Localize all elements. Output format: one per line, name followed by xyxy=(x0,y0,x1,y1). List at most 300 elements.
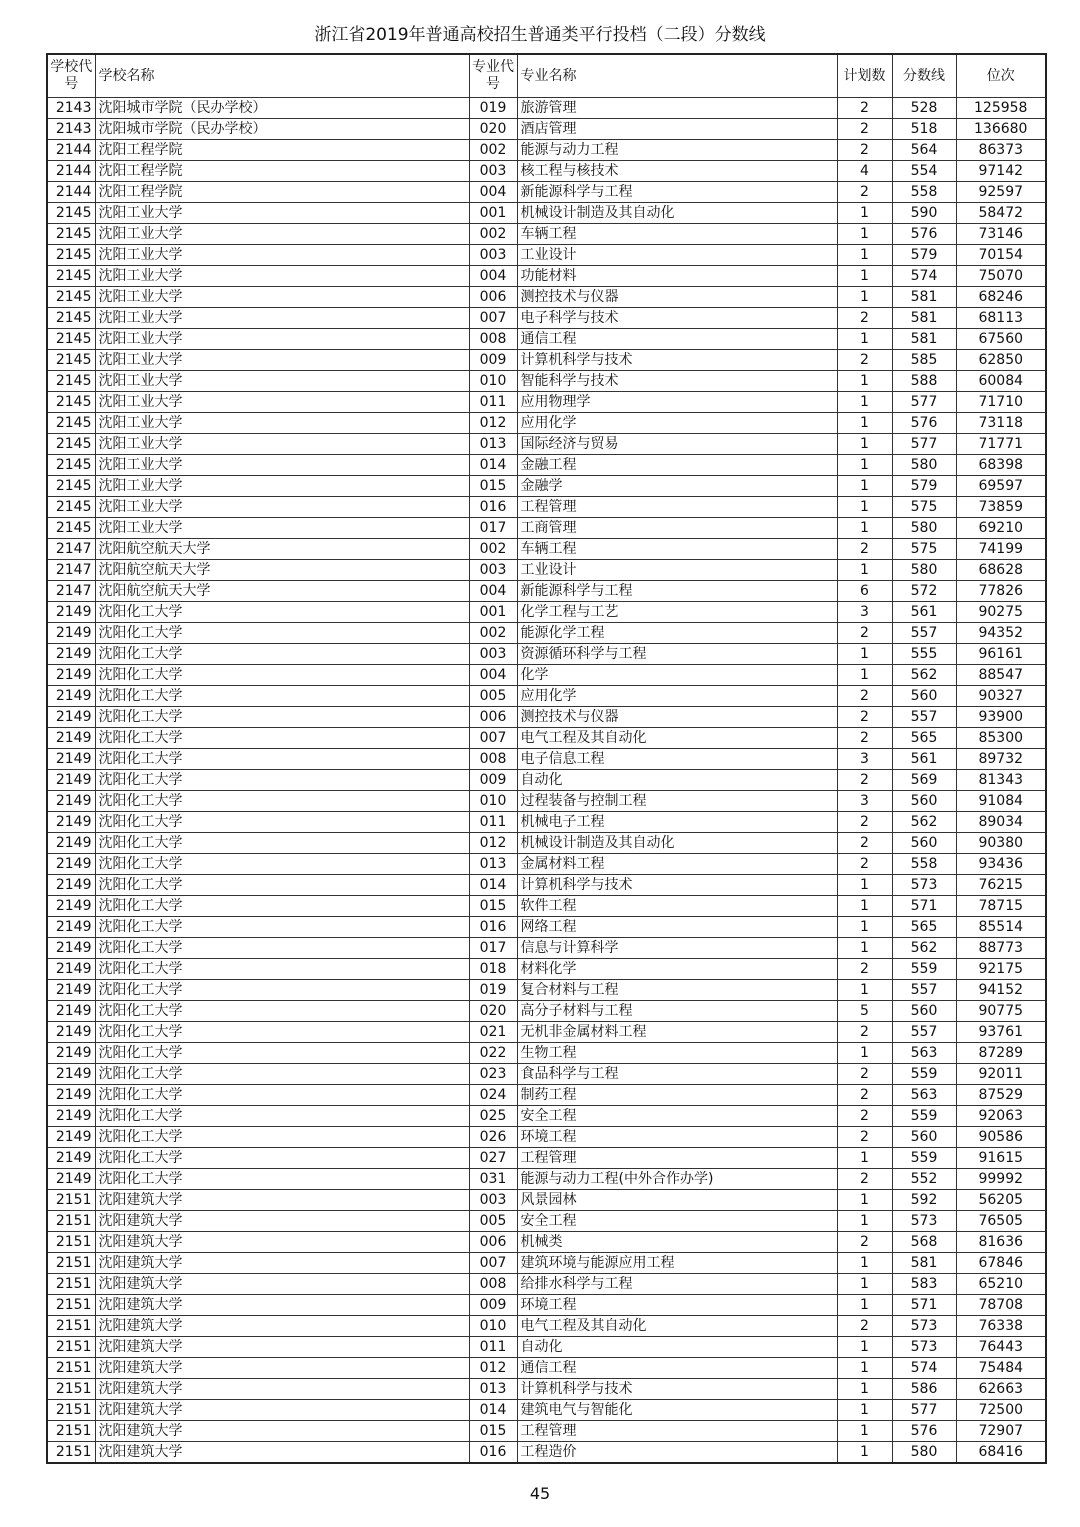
score-cell: 579 xyxy=(892,245,956,266)
school-code-cell: 2149 xyxy=(47,1085,95,1106)
major-name-cell: 机械设计制造及其自动化 xyxy=(517,203,837,224)
school-code-cell: 2149 xyxy=(47,707,95,728)
table-row xyxy=(47,98,1046,119)
major-name-cell: 工商管理 xyxy=(517,518,837,539)
score-cell: 563 xyxy=(892,1085,956,1106)
table-row xyxy=(47,560,1046,581)
score-cell: 571 xyxy=(892,1295,956,1316)
school-name-cell: 沈阳化工大学 xyxy=(95,917,469,938)
major-name-cell: 金融工程 xyxy=(517,455,837,476)
table-row xyxy=(47,518,1046,539)
major-code-cell: 020 xyxy=(469,119,517,140)
school-code-cell: 2149 xyxy=(47,1022,95,1043)
plan-count-cell: 1 xyxy=(837,1043,892,1064)
plan-count-cell: 1 xyxy=(837,980,892,1001)
school-code-cell: 2145 xyxy=(47,245,95,266)
school-name-cell: 沈阳化工大学 xyxy=(95,1001,469,1022)
table-row xyxy=(47,1400,1046,1421)
major-name-cell: 电子信息工程 xyxy=(517,749,837,770)
score-cell: 557 xyxy=(892,1022,956,1043)
major-code-cell: 003 xyxy=(469,644,517,665)
major-code-cell: 004 xyxy=(469,581,517,602)
rank-cell: 92175 xyxy=(956,959,1046,980)
score-cell: 558 xyxy=(892,854,956,875)
plan-count-cell: 1 xyxy=(837,287,892,308)
major-code-cell: 018 xyxy=(469,959,517,980)
header-school-code: 学校代号 xyxy=(47,54,95,98)
page-title: 浙江省2019年普通高校招生普通类平行投档（二段）分数线 xyxy=(314,25,766,45)
rank-cell: 99992 xyxy=(956,1169,1046,1190)
major-name-cell: 安全工程 xyxy=(517,1106,837,1127)
plan-count-cell: 1 xyxy=(837,518,892,539)
table-row xyxy=(47,1316,1046,1337)
major-name-cell: 信息与计算科学 xyxy=(517,938,837,959)
school-code-cell: 2151 xyxy=(47,1274,95,1295)
score-cell: 590 xyxy=(892,203,956,224)
school-code-cell: 2145 xyxy=(47,371,95,392)
major-name-cell: 能源与动力工程(中外合作办学) xyxy=(517,1169,837,1190)
school-code-cell: 2149 xyxy=(47,1169,95,1190)
rank-cell: 87289 xyxy=(956,1043,1046,1064)
score-cell: 559 xyxy=(892,1106,956,1127)
school-name-cell: 沈阳建筑大学 xyxy=(95,1379,469,1400)
major-code-cell: 026 xyxy=(469,1127,517,1148)
plan-count-cell: 2 xyxy=(837,140,892,161)
major-name-cell: 生物工程 xyxy=(517,1043,837,1064)
major-name-cell: 通信工程 xyxy=(517,329,837,350)
major-code-cell: 011 xyxy=(469,392,517,413)
score-cell: 560 xyxy=(892,791,956,812)
plan-count-cell: 1 xyxy=(837,875,892,896)
rank-cell: 81636 xyxy=(956,1232,1046,1253)
school-name-cell: 沈阳化工大学 xyxy=(95,980,469,1001)
school-code-cell: 2144 xyxy=(47,140,95,161)
major-code-cell: 003 xyxy=(469,560,517,581)
score-cell: 518 xyxy=(892,119,956,140)
score-cell: 574 xyxy=(892,1358,956,1379)
school-code-cell: 2149 xyxy=(47,791,95,812)
table-row xyxy=(47,1274,1046,1295)
school-name-cell: 沈阳城市学院（民办学校） xyxy=(95,98,469,119)
school-name-cell: 沈阳建筑大学 xyxy=(95,1211,469,1232)
school-name-cell: 沈阳化工大学 xyxy=(95,854,469,875)
school-code-cell: 2145 xyxy=(47,308,95,329)
school-code-cell: 2149 xyxy=(47,728,95,749)
rank-cell: 60084 xyxy=(956,371,1046,392)
rank-cell: 73146 xyxy=(956,224,1046,245)
major-name-cell: 计算机科学与技术 xyxy=(517,875,837,896)
school-name-cell: 沈阳化工大学 xyxy=(95,833,469,854)
major-name-cell: 能源化学工程 xyxy=(517,623,837,644)
major-code-cell: 005 xyxy=(469,1211,517,1232)
table-row xyxy=(47,686,1046,707)
table-row xyxy=(47,665,1046,686)
major-code-cell: 014 xyxy=(469,1400,517,1421)
school-code-cell: 2149 xyxy=(47,602,95,623)
plan-count-cell: 2 xyxy=(837,1169,892,1190)
major-name-cell: 建筑环境与能源应用工程 xyxy=(517,1253,837,1274)
header-rank: 位次 xyxy=(956,54,1046,98)
table-row xyxy=(47,392,1046,413)
major-code-cell: 005 xyxy=(469,686,517,707)
school-name-cell: 沈阳工业大学 xyxy=(95,329,469,350)
table-row xyxy=(47,1022,1046,1043)
major-code-cell: 014 xyxy=(469,875,517,896)
school-code-cell: 2149 xyxy=(47,623,95,644)
school-code-cell: 2149 xyxy=(47,770,95,791)
rank-cell: 92597 xyxy=(956,182,1046,203)
school-code-cell: 2149 xyxy=(47,1064,95,1085)
plan-count-cell: 2 xyxy=(837,707,892,728)
plan-count-cell: 3 xyxy=(837,791,892,812)
major-code-cell: 004 xyxy=(469,266,517,287)
table-row xyxy=(47,644,1046,665)
rank-cell: 70154 xyxy=(956,245,1046,266)
table-row xyxy=(47,1064,1046,1085)
major-name-cell: 过程装备与控制工程 xyxy=(517,791,837,812)
table-header-row xyxy=(47,54,1046,98)
table-row xyxy=(47,1379,1046,1400)
plan-count-cell: 1 xyxy=(837,1190,892,1211)
major-code-cell: 003 xyxy=(469,1190,517,1211)
major-name-cell: 机械电子工程 xyxy=(517,812,837,833)
plan-count-cell: 1 xyxy=(837,455,892,476)
major-name-cell: 测控技术与仪器 xyxy=(517,287,837,308)
major-name-cell: 环境工程 xyxy=(517,1127,837,1148)
plan-count-cell: 2 xyxy=(837,1106,892,1127)
plan-count-cell: 6 xyxy=(837,581,892,602)
plan-count-cell: 1 xyxy=(837,497,892,518)
table-row xyxy=(47,1085,1046,1106)
school-code-cell: 2145 xyxy=(47,518,95,539)
header-major-code: 专业代号 xyxy=(469,54,517,98)
major-code-cell: 012 xyxy=(469,833,517,854)
plan-count-cell: 1 xyxy=(837,1379,892,1400)
plan-count-cell: 1 xyxy=(837,476,892,497)
school-name-cell: 沈阳化工大学 xyxy=(95,728,469,749)
major-name-cell: 安全工程 xyxy=(517,1211,837,1232)
table-row xyxy=(47,329,1046,350)
major-code-cell: 012 xyxy=(469,1358,517,1379)
major-code-cell: 012 xyxy=(469,413,517,434)
rank-cell: 69210 xyxy=(956,518,1046,539)
school-name-cell: 沈阳建筑大学 xyxy=(95,1442,469,1464)
major-name-cell: 无机非金属材料工程 xyxy=(517,1022,837,1043)
school-code-cell: 2151 xyxy=(47,1190,95,1211)
major-name-cell: 能源与动力工程 xyxy=(517,140,837,161)
score-cell: 561 xyxy=(892,602,956,623)
rank-cell: 75484 xyxy=(956,1358,1046,1379)
major-code-cell: 017 xyxy=(469,938,517,959)
school-name-cell: 沈阳工业大学 xyxy=(95,203,469,224)
plan-count-cell: 2 xyxy=(837,539,892,560)
rank-cell: 94352 xyxy=(956,623,1046,644)
table-row xyxy=(47,1169,1046,1190)
major-code-cell: 015 xyxy=(469,476,517,497)
rank-cell: 86373 xyxy=(956,140,1046,161)
score-cell: 573 xyxy=(892,1316,956,1337)
table-row xyxy=(47,1421,1046,1442)
major-code-cell: 020 xyxy=(469,1001,517,1022)
plan-count-cell: 1 xyxy=(837,917,892,938)
major-code-cell: 006 xyxy=(469,707,517,728)
score-cell: 577 xyxy=(892,1400,956,1421)
major-code-cell: 009 xyxy=(469,350,517,371)
school-name-cell: 沈阳工程学院 xyxy=(95,182,469,203)
rank-cell: 91615 xyxy=(956,1148,1046,1169)
school-name-cell: 沈阳工业大学 xyxy=(95,476,469,497)
school-name-cell: 沈阳工业大学 xyxy=(95,518,469,539)
plan-count-cell: 5 xyxy=(837,1001,892,1022)
school-name-cell: 沈阳化工大学 xyxy=(95,623,469,644)
rank-cell: 90327 xyxy=(956,686,1046,707)
major-code-cell: 006 xyxy=(469,1232,517,1253)
major-name-cell: 工程造价 xyxy=(517,1442,837,1464)
major-name-cell: 金属材料工程 xyxy=(517,854,837,875)
score-cell: 554 xyxy=(892,161,956,182)
major-name-cell: 新能源科学与工程 xyxy=(517,182,837,203)
school-code-cell: 2149 xyxy=(47,980,95,1001)
major-name-cell: 应用物理学 xyxy=(517,392,837,413)
school-code-cell: 2149 xyxy=(47,1043,95,1064)
score-cell: 575 xyxy=(892,497,956,518)
school-code-cell: 2147 xyxy=(47,539,95,560)
score-cell: 581 xyxy=(892,1253,956,1274)
rank-cell: 78715 xyxy=(956,896,1046,917)
score-cell: 583 xyxy=(892,1274,956,1295)
major-code-cell: 004 xyxy=(469,182,517,203)
table-row xyxy=(47,959,1046,980)
major-code-cell: 002 xyxy=(469,224,517,245)
score-cell: 580 xyxy=(892,455,956,476)
score-cell: 559 xyxy=(892,1148,956,1169)
table-row xyxy=(47,1001,1046,1022)
score-cell: 562 xyxy=(892,812,956,833)
score-cell: 580 xyxy=(892,1442,956,1464)
plan-count-cell: 3 xyxy=(837,749,892,770)
major-code-cell: 010 xyxy=(469,371,517,392)
rank-cell: 76338 xyxy=(956,1316,1046,1337)
table-row xyxy=(47,1043,1046,1064)
table-row xyxy=(47,266,1046,287)
major-name-cell: 给排水科学与工程 xyxy=(517,1274,837,1295)
rank-cell: 97142 xyxy=(956,161,1046,182)
page-number: 45 xyxy=(529,1484,551,1503)
score-cell: 580 xyxy=(892,560,956,581)
school-name-cell: 沈阳化工大学 xyxy=(95,707,469,728)
major-name-cell: 资源循环科学与工程 xyxy=(517,644,837,665)
plan-count-cell: 1 xyxy=(837,1253,892,1274)
score-cell: 581 xyxy=(892,329,956,350)
major-code-cell: 010 xyxy=(469,791,517,812)
table-row xyxy=(47,602,1046,623)
table-row xyxy=(47,770,1046,791)
score-cell: 560 xyxy=(892,1127,956,1148)
major-name-cell: 自动化 xyxy=(517,1337,837,1358)
major-code-cell: 008 xyxy=(469,749,517,770)
score-cell: 586 xyxy=(892,1379,956,1400)
school-name-cell: 沈阳化工大学 xyxy=(95,770,469,791)
school-code-cell: 2149 xyxy=(47,896,95,917)
table-row xyxy=(47,791,1046,812)
school-name-cell: 沈阳化工大学 xyxy=(95,686,469,707)
rank-cell: 68628 xyxy=(956,560,1046,581)
rank-cell: 88773 xyxy=(956,938,1046,959)
school-code-cell: 2151 xyxy=(47,1211,95,1232)
major-code-cell: 022 xyxy=(469,1043,517,1064)
major-code-cell: 027 xyxy=(469,1148,517,1169)
school-code-cell: 2149 xyxy=(47,644,95,665)
header-school-name: 学校名称 xyxy=(95,54,469,98)
school-code-cell: 2151 xyxy=(47,1379,95,1400)
rank-cell: 76215 xyxy=(956,875,1046,896)
school-code-cell: 2149 xyxy=(47,917,95,938)
school-name-cell: 沈阳化工大学 xyxy=(95,1169,469,1190)
score-cell: 559 xyxy=(892,959,956,980)
school-name-cell: 沈阳化工大学 xyxy=(95,602,469,623)
major-code-cell: 013 xyxy=(469,1379,517,1400)
school-code-cell: 2145 xyxy=(47,392,95,413)
plan-count-cell: 2 xyxy=(837,833,892,854)
score-cell: 561 xyxy=(892,749,956,770)
school-name-cell: 沈阳化工大学 xyxy=(95,1148,469,1169)
major-name-cell: 计算机科学与技术 xyxy=(517,1379,837,1400)
plan-count-cell: 1 xyxy=(837,1421,892,1442)
score-cell: 579 xyxy=(892,476,956,497)
school-name-cell: 沈阳化工大学 xyxy=(95,1127,469,1148)
table-row xyxy=(47,1211,1046,1232)
table-row xyxy=(47,707,1046,728)
plan-count-cell: 2 xyxy=(837,854,892,875)
major-code-cell: 016 xyxy=(469,917,517,938)
plan-count-cell: 1 xyxy=(837,245,892,266)
score-cell: 552 xyxy=(892,1169,956,1190)
major-code-cell: 019 xyxy=(469,980,517,1001)
plan-count-cell: 2 xyxy=(837,1316,892,1337)
school-code-cell: 2149 xyxy=(47,749,95,770)
major-code-cell: 008 xyxy=(469,329,517,350)
major-code-cell: 011 xyxy=(469,1337,517,1358)
major-name-cell: 自动化 xyxy=(517,770,837,791)
rank-cell: 90586 xyxy=(956,1127,1046,1148)
table-row xyxy=(47,1127,1046,1148)
major-code-cell: 006 xyxy=(469,287,517,308)
plan-count-cell: 4 xyxy=(837,161,892,182)
plan-count-cell: 2 xyxy=(837,1064,892,1085)
table-row xyxy=(47,854,1046,875)
school-name-cell: 沈阳化工大学 xyxy=(95,749,469,770)
school-code-cell: 2151 xyxy=(47,1442,95,1464)
school-code-cell: 2151 xyxy=(47,1400,95,1421)
school-name-cell: 沈阳工业大学 xyxy=(95,308,469,329)
major-name-cell: 计算机科学与技术 xyxy=(517,350,837,371)
school-code-cell: 2151 xyxy=(47,1358,95,1379)
school-code-cell: 2151 xyxy=(47,1295,95,1316)
rank-cell: 71710 xyxy=(956,392,1046,413)
plan-count-cell: 2 xyxy=(837,182,892,203)
plan-count-cell: 1 xyxy=(837,1148,892,1169)
major-name-cell: 车辆工程 xyxy=(517,224,837,245)
plan-count-cell: 1 xyxy=(837,392,892,413)
major-code-cell: 016 xyxy=(469,1442,517,1464)
school-name-cell: 沈阳工业大学 xyxy=(95,287,469,308)
score-cell: 571 xyxy=(892,896,956,917)
major-name-cell: 高分子材料与工程 xyxy=(517,1001,837,1022)
major-name-cell: 金融学 xyxy=(517,476,837,497)
rank-cell: 68246 xyxy=(956,287,1046,308)
plan-count-cell: 1 xyxy=(837,896,892,917)
school-name-cell: 沈阳工业大学 xyxy=(95,350,469,371)
school-name-cell: 沈阳建筑大学 xyxy=(95,1190,469,1211)
school-name-cell: 沈阳城市学院（民办学校） xyxy=(95,119,469,140)
school-code-cell: 2151 xyxy=(47,1232,95,1253)
major-code-cell: 024 xyxy=(469,1085,517,1106)
school-name-cell: 沈阳建筑大学 xyxy=(95,1337,469,1358)
major-name-cell: 机械设计制造及其自动化 xyxy=(517,833,837,854)
school-code-cell: 2145 xyxy=(47,203,95,224)
table-row xyxy=(47,1232,1046,1253)
score-cell: 557 xyxy=(892,707,956,728)
rank-cell: 68113 xyxy=(956,308,1046,329)
major-code-cell: 007 xyxy=(469,728,517,749)
rank-cell: 93900 xyxy=(956,707,1046,728)
rank-cell: 73859 xyxy=(956,497,1046,518)
rank-cell: 68416 xyxy=(956,1442,1046,1464)
major-code-cell: 015 xyxy=(469,1421,517,1442)
major-name-cell: 建筑电气与智能化 xyxy=(517,1400,837,1421)
major-code-cell: 001 xyxy=(469,203,517,224)
score-cell: 560 xyxy=(892,833,956,854)
school-code-cell: 2145 xyxy=(47,287,95,308)
school-code-cell: 2145 xyxy=(47,434,95,455)
school-name-cell: 沈阳化工大学 xyxy=(95,665,469,686)
score-cell: 564 xyxy=(892,140,956,161)
plan-count-cell: 1 xyxy=(837,560,892,581)
table-row xyxy=(47,161,1046,182)
plan-count-cell: 2 xyxy=(837,1022,892,1043)
major-name-cell: 工业设计 xyxy=(517,560,837,581)
major-name-cell: 应用化学 xyxy=(517,686,837,707)
major-code-cell: 004 xyxy=(469,665,517,686)
major-code-cell: 017 xyxy=(469,518,517,539)
major-name-cell: 工程管理 xyxy=(517,1421,837,1442)
major-code-cell: 016 xyxy=(469,497,517,518)
major-code-cell: 007 xyxy=(469,308,517,329)
rank-cell: 92063 xyxy=(956,1106,1046,1127)
major-code-cell: 003 xyxy=(469,161,517,182)
score-cell: 560 xyxy=(892,686,956,707)
header-plan: 计划数 xyxy=(837,54,892,98)
plan-count-cell: 1 xyxy=(837,413,892,434)
table-row xyxy=(47,140,1046,161)
school-code-cell: 2145 xyxy=(47,350,95,371)
major-name-cell: 功能材料 xyxy=(517,266,837,287)
rank-cell: 73118 xyxy=(956,413,1046,434)
plan-count-cell: 3 xyxy=(837,602,892,623)
rank-cell: 88547 xyxy=(956,665,1046,686)
score-cell: 558 xyxy=(892,182,956,203)
table-row xyxy=(47,728,1046,749)
table-row xyxy=(47,980,1046,1001)
major-name-cell: 核工程与核技术 xyxy=(517,161,837,182)
major-name-cell: 测控技术与仪器 xyxy=(517,707,837,728)
major-name-cell: 机械类 xyxy=(517,1232,837,1253)
major-code-cell: 002 xyxy=(469,140,517,161)
school-name-cell: 沈阳化工大学 xyxy=(95,644,469,665)
major-name-cell: 应用化学 xyxy=(517,413,837,434)
rank-cell: 76505 xyxy=(956,1211,1046,1232)
school-name-cell: 沈阳工业大学 xyxy=(95,245,469,266)
